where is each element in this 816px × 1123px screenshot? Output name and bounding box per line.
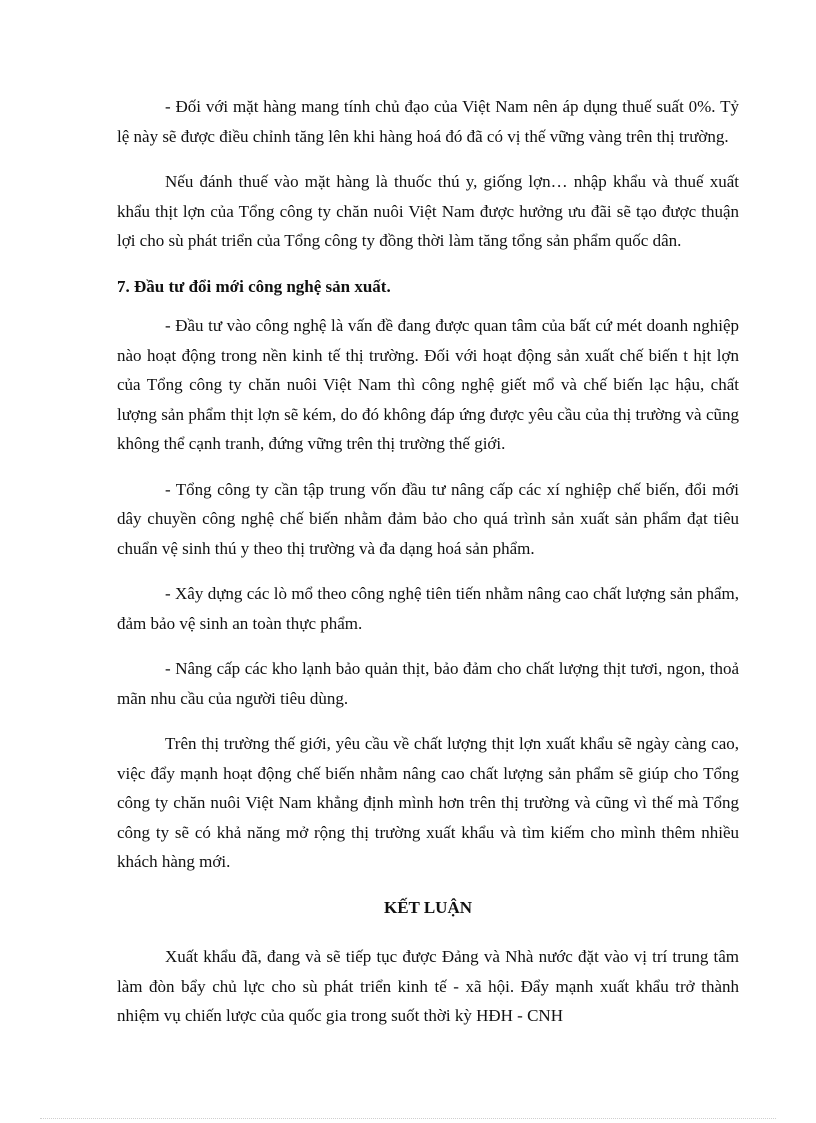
paragraph-conclusion: Xuất khẩu đã, đang và sẽ tiếp tục được Đảng và Nhà nước đặt vào vị trí trung tâm làm đòn bẩy chủ lực cho sù phát triển kinh tế - xã hội. Đẩy mạnh xuất khẩu trở thành nhiệm vụ chiến lược của quốc gia trong suốt thời kỳ HĐH - CNH	[117, 947, 739, 1025]
conclusion-title: KẾT LUẬN	[383, 897, 472, 917]
page-bottom-divider	[40, 1118, 776, 1119]
paragraph-world-market: Trên thị trường thế giới, yêu cầu về chất lượng thịt lợn xuất khẩu sẽ ngày càng cao, việc đẩy mạnh hoạt động chế biến nhằm nâng cao chất lượng sản phẩm sẽ giúp cho Tổng công ty chăn nuôi Việt Nam khẳng định mình hơn trên thị trường và cũng vì thế mà Tổng công ty sẽ có khả năng mở rộng thị trường xuất khẩu và tìm kiếm cho mình thêm nhiều khách hàng mới.	[117, 734, 739, 871]
paragraph-tax-rate: - Đối với mặt hàng mang tính chủ đạo của Việt Nam nên áp dụng thuế suất 0%. Tỷ lệ này sẽ được điều chỉnh tăng lên khi hàng hoá đó đã có vị thế vững vàng trên thị trường.	[117, 97, 739, 146]
section-heading-technology: 7. Đầu tư đổi mới công nghệ sản xuất.	[117, 276, 391, 296]
document-body	[117, 92, 739, 1047]
paragraph-processing-upgrade: - Tổng công ty cần tập trung vốn đầu tư nâng cấp các xí nghiệp chế biến, đổi mới dây chuyền công nghệ chế biến nhằm đảm bảo cho quá trình sản xuất sản phẩm đạt tiêu chuẩn vệ sinh thú y theo thị trường và đa dạng hoá sản phẩm.	[117, 479, 739, 558]
paragraph-technology-investment: - Đầu tư vào công nghệ là vấn đề đang được quan tâm của bất cứ mét doanh nghiệp nào hoạt động trong nền kinh tế thị trường. Đối với hoạt động sản xuất chế biến t hịt lợn của Tổng công ty chăn nuôi Việt Nam thì công nghệ giết mổ và chế biến lạc hậu, chất lượng sản phẩm thịt lợn sẽ kém, do đó không đáp ứng được yêu cầu của thị trường và cũng không thể cạnh tranh, đứng vững trên thị trường thế giới.	[117, 316, 739, 453]
paragraph-cold-storage: - Nâng cấp các kho lạnh bảo quản thịt, bảo đảm cho chất lượng thịt tươi, ngon, thoả mãn nhu cầu của người tiêu dùng.	[117, 659, 739, 708]
paragraph-tax-incentive: Nếu đánh thuế vào mặt hàng là thuốc thú y, giống lợn… nhập khẩu và thuế xuất khẩu thịt lợn của Tổng công ty chăn nuôi Việt Nam được hưởng ưu đãi sẽ tạo được thuận lợi cho sù phát triển của Tổng công ty đồng thời làm tăng tổng sản phẩm quốc dân.	[117, 172, 739, 250]
paragraph-slaughterhouses: - Xây dựng các lò mổ theo công nghệ tiên tiến nhằm nâng cao chất lượng sản phẩm, đảm bảo vệ sinh an toàn thực phẩm.	[117, 584, 739, 633]
